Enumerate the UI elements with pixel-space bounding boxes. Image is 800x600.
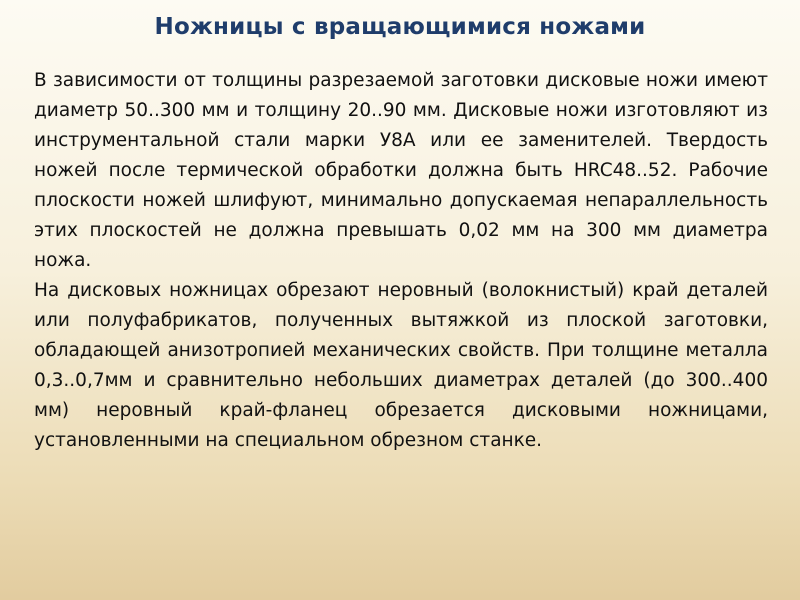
body-paragraph-1: В зависимости от толщины разрезаемой заготовки дисковые ножи имеют диаметр 50..300 мм и толщину 20..90 мм. Дисковые ножи изготовляют из инструментальной стали марки У8А или ее заменителей. Твердость ножей после термической обработки должна быть HRC48..52. Рабочие плоскости ножей шлифуют, минимально допускаемая непараллельность этих плоскостей не должна превышать 0,02 мм на 300 мм диаметра ножа. (34, 70, 768, 271)
slide-title: Ножницы с вращающимися ножами (154, 14, 646, 40)
body-paragraph-2: На дисковых ножницах обрезают неровный (волокнистый) край деталей или полуфабрикатов, полученных вытяжкой из плоской заготовки, обладающей анизотропией механических свойств. При толщине металла 0,3..0,7мм и сравнительно небольших диаметрах деталей (до 300..400 мм) неровный край-фланец обрезается дисковыми ножницами, установленными на специальном обрезном станке. (34, 280, 768, 451)
slide-body (34, 66, 768, 456)
